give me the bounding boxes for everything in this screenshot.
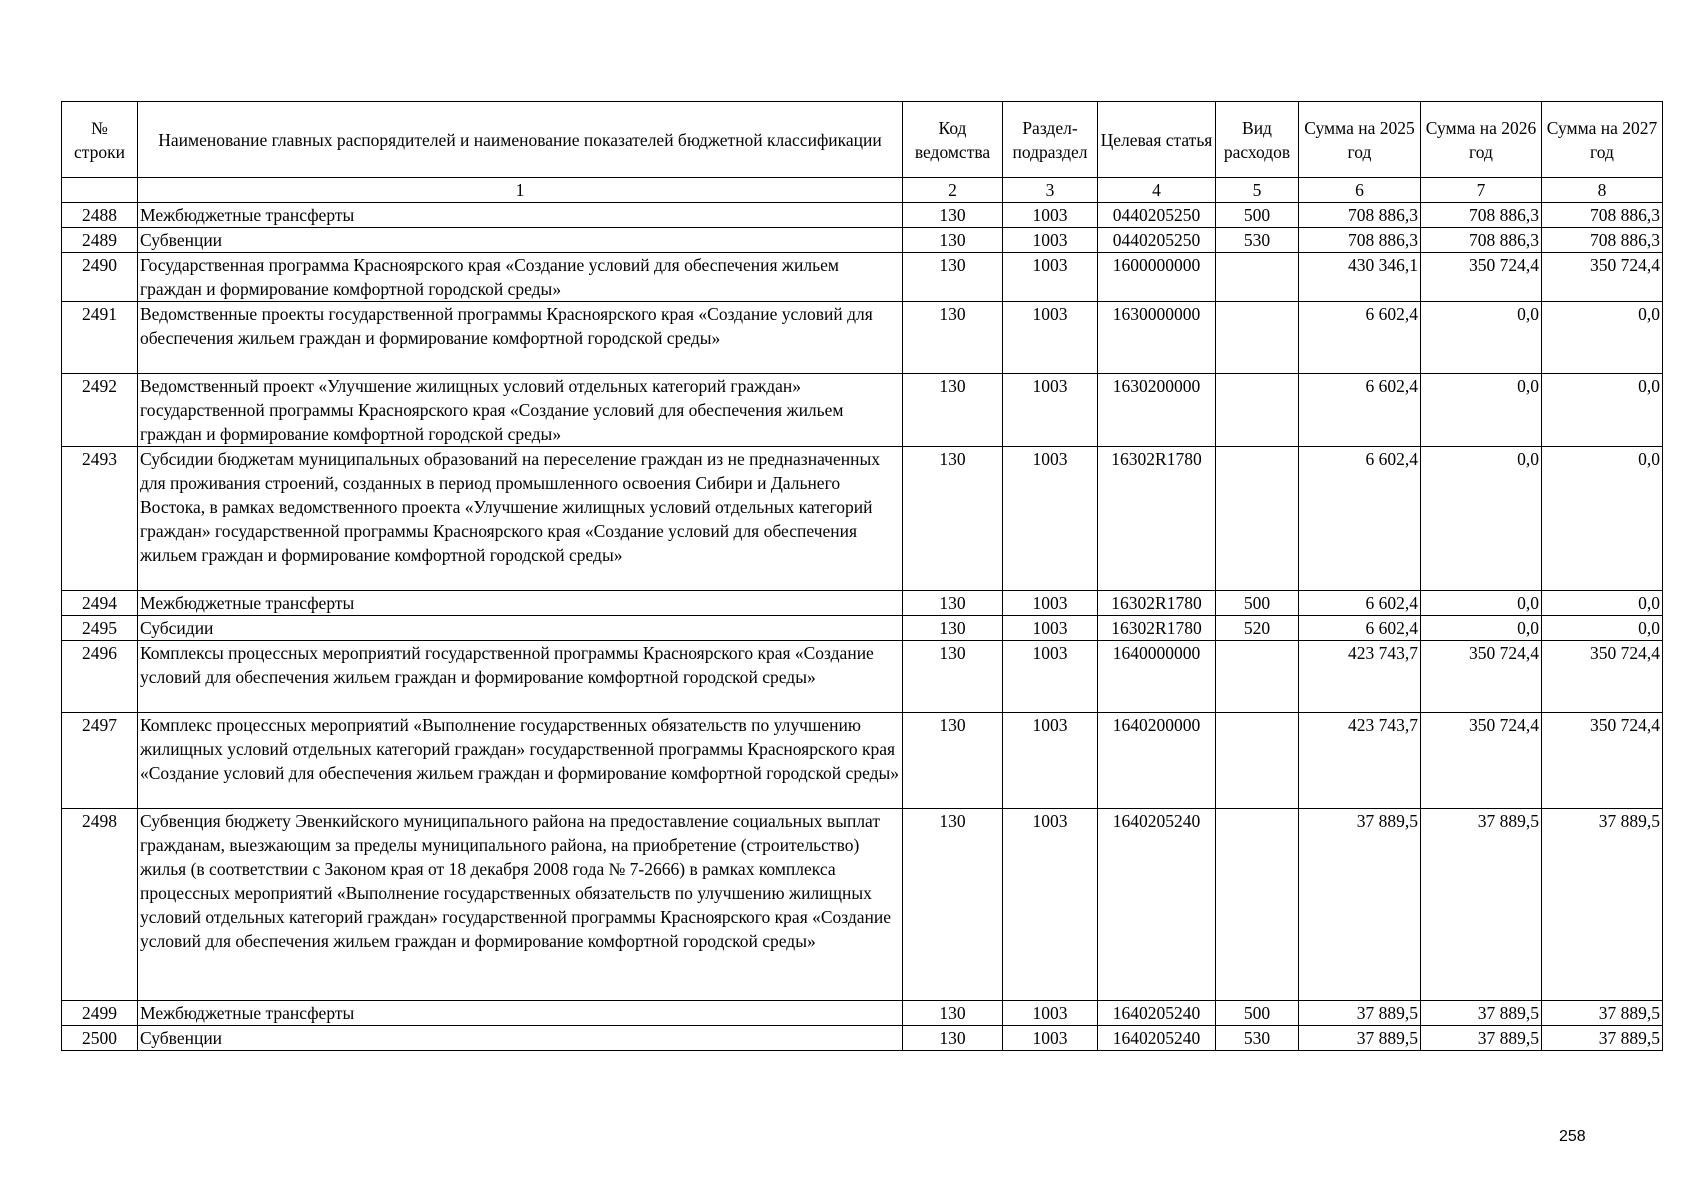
cell-expense-type bbox=[1216, 447, 1299, 591]
table-row bbox=[62, 1001, 1663, 1026]
cell-expense-type bbox=[1216, 253, 1299, 302]
cell-row-no: 2493 bbox=[62, 447, 138, 591]
table-row bbox=[62, 713, 1663, 809]
cell-name: Субвенции bbox=[138, 1026, 903, 1051]
cell-sum-2025: 708 886,3 bbox=[1299, 203, 1421, 228]
cell-section: 1003 bbox=[1003, 302, 1098, 374]
header-row bbox=[62, 102, 1663, 178]
cell-sum-2025: 6 602,4 bbox=[1299, 616, 1421, 641]
cell-section: 1003 bbox=[1003, 591, 1098, 616]
cell-sum-2027: 0,0 bbox=[1542, 374, 1663, 447]
cell-target-item: 0440205250 bbox=[1098, 228, 1216, 253]
table-row bbox=[62, 374, 1663, 447]
cell-sum-2026: 708 886,3 bbox=[1421, 203, 1542, 228]
cell-sum-2026: 708 886,3 bbox=[1421, 228, 1542, 253]
header-sum-2027: Сумма на 2027 год bbox=[1542, 102, 1663, 178]
cell-target-item: 1630000000 bbox=[1098, 302, 1216, 374]
table-row bbox=[62, 253, 1663, 302]
cell-sum-2026: 350 724,4 bbox=[1421, 641, 1542, 713]
cell-sum-2027: 350 724,4 bbox=[1542, 641, 1663, 713]
header-sum-2026: Сумма на 2026 год bbox=[1421, 102, 1542, 178]
cell-section: 1003 bbox=[1003, 1001, 1098, 1026]
column-number: 8 bbox=[1542, 178, 1663, 203]
cell-name: Государственная программа Красноярского края «Создание условий для обеспечения жильем граждан и формирование комфортной городской среды» bbox=[138, 253, 903, 302]
column-number: 3 bbox=[1003, 178, 1098, 203]
cell-target-item: 1630200000 bbox=[1098, 374, 1216, 447]
cell-expense-type: 500 bbox=[1216, 591, 1299, 616]
header-expense-type: Вид расходов bbox=[1216, 102, 1299, 178]
cell-expense-type: 530 bbox=[1216, 1026, 1299, 1051]
cell-expense-type: 500 bbox=[1216, 203, 1299, 228]
column-number bbox=[62, 178, 138, 203]
cell-sum-2025: 423 743,7 bbox=[1299, 641, 1421, 713]
cell-name: Субвенция бюджету Эвенкийского муниципального района на предоставление социальных выплат гражданам, выезжающим за пределы муниципального района, на приобретение (строительство) жилья (в соответствии с Законом края от 18 декабря 2008 года № 7-2666) в рамках комплекса процессных мероприятий «Выполнение государственных обязательств по улучшению жилищных условий отдельных категорий граждан» государственной программы Красноярского края «Создание условий для обеспечения жильем граждан и формирование комфортной городской среды» bbox=[138, 809, 903, 1001]
cell-dept-code: 130 bbox=[903, 302, 1003, 374]
cell-sum-2027: 0,0 bbox=[1542, 447, 1663, 591]
cell-sum-2025: 6 602,4 bbox=[1299, 374, 1421, 447]
column-number-row bbox=[62, 178, 1663, 203]
cell-row-no: 2488 bbox=[62, 203, 138, 228]
table-header bbox=[62, 102, 1663, 203]
table-row bbox=[62, 447, 1663, 591]
cell-name: Субсидии бюджетам муниципальных образований на переселение граждан из не предназначенных для проживания строений, созданных в период промышленного освоения Сибири и Дальнего Востока, в рамках ведомственного проекта «Улучшение жилищных условий отдельных категорий граждан» государственной программы Красноярского края «Создание условий для обеспечения жильем граждан и формирование комфортной городской среды» bbox=[138, 447, 903, 591]
cell-expense-type bbox=[1216, 641, 1299, 713]
cell-name: Субсидии bbox=[138, 616, 903, 641]
cell-dept-code: 130 bbox=[903, 374, 1003, 447]
page-number: 258 bbox=[1559, 1128, 1586, 1145]
cell-section: 1003 bbox=[1003, 203, 1098, 228]
cell-expense-type: 500 bbox=[1216, 1001, 1299, 1026]
column-number: 5 bbox=[1216, 178, 1299, 203]
cell-row-no: 2494 bbox=[62, 591, 138, 616]
cell-section: 1003 bbox=[1003, 616, 1098, 641]
cell-sum-2027: 0,0 bbox=[1542, 591, 1663, 616]
cell-dept-code: 130 bbox=[903, 253, 1003, 302]
cell-name: Субвенции bbox=[138, 228, 903, 253]
cell-section: 1003 bbox=[1003, 809, 1098, 1001]
column-number: 6 bbox=[1299, 178, 1421, 203]
cell-sum-2026: 0,0 bbox=[1421, 447, 1542, 591]
cell-sum-2025: 6 602,4 bbox=[1299, 302, 1421, 374]
cell-name: Межбюджетные трансферты bbox=[138, 591, 903, 616]
cell-sum-2026: 37 889,5 bbox=[1421, 1026, 1542, 1051]
cell-dept-code: 130 bbox=[903, 713, 1003, 809]
cell-expense-type bbox=[1216, 809, 1299, 1001]
cell-dept-code: 130 bbox=[903, 616, 1003, 641]
cell-sum-2026: 350 724,4 bbox=[1421, 713, 1542, 809]
cell-dept-code: 130 bbox=[903, 591, 1003, 616]
cell-dept-code: 130 bbox=[903, 447, 1003, 591]
table-body bbox=[62, 203, 1663, 1051]
cell-sum-2025: 37 889,5 bbox=[1299, 1026, 1421, 1051]
table-row bbox=[62, 228, 1663, 253]
cell-target-item: 16302R1780 bbox=[1098, 591, 1216, 616]
cell-sum-2026: 350 724,4 bbox=[1421, 253, 1542, 302]
cell-name: Ведомственный проект «Улучшение жилищных условий отдельных категорий граждан» государственной программы Красноярского края «Создание условий для обеспечения жильем граждан и формирование комфортной городской среды» bbox=[138, 374, 903, 447]
cell-sum-2025: 6 602,4 bbox=[1299, 447, 1421, 591]
cell-row-no: 2500 bbox=[62, 1026, 138, 1051]
cell-section: 1003 bbox=[1003, 641, 1098, 713]
cell-target-item: 1640205240 bbox=[1098, 1001, 1216, 1026]
cell-sum-2026: 0,0 bbox=[1421, 591, 1542, 616]
table-row bbox=[62, 809, 1663, 1001]
cell-sum-2027: 350 724,4 bbox=[1542, 253, 1663, 302]
cell-target-item: 1600000000 bbox=[1098, 253, 1216, 302]
cell-dept-code: 130 bbox=[903, 1026, 1003, 1051]
cell-sum-2026: 37 889,5 bbox=[1421, 809, 1542, 1001]
cell-sum-2027: 0,0 bbox=[1542, 302, 1663, 374]
table-row bbox=[62, 302, 1663, 374]
cell-sum-2025: 37 889,5 bbox=[1299, 1001, 1421, 1026]
cell-sum-2026: 0,0 bbox=[1421, 302, 1542, 374]
column-number: 4 bbox=[1098, 178, 1216, 203]
cell-target-item: 1640000000 bbox=[1098, 641, 1216, 713]
table-row bbox=[62, 641, 1663, 713]
cell-target-item: 1640200000 bbox=[1098, 713, 1216, 809]
header-target-item: Целевая статья bbox=[1098, 102, 1216, 178]
cell-expense-type bbox=[1216, 302, 1299, 374]
cell-row-no: 2495 bbox=[62, 616, 138, 641]
cell-sum-2027: 0,0 bbox=[1542, 616, 1663, 641]
cell-section: 1003 bbox=[1003, 374, 1098, 447]
cell-section: 1003 bbox=[1003, 1026, 1098, 1051]
cell-name: Межбюджетные трансферты bbox=[138, 203, 903, 228]
cell-row-no: 2491 bbox=[62, 302, 138, 374]
cell-dept-code: 130 bbox=[903, 228, 1003, 253]
header-sum-2025: Сумма на 2025 год bbox=[1299, 102, 1421, 178]
cell-row-no: 2489 bbox=[62, 228, 138, 253]
cell-sum-2025: 37 889,5 bbox=[1299, 809, 1421, 1001]
cell-dept-code: 130 bbox=[903, 641, 1003, 713]
cell-expense-type: 520 bbox=[1216, 616, 1299, 641]
cell-row-no: 2496 bbox=[62, 641, 138, 713]
cell-sum-2026: 37 889,5 bbox=[1421, 1001, 1542, 1026]
cell-sum-2026: 0,0 bbox=[1421, 616, 1542, 641]
cell-expense-type: 530 bbox=[1216, 228, 1299, 253]
cell-expense-type bbox=[1216, 713, 1299, 809]
cell-name: Ведомственные проекты государственной программы Красноярского края «Создание условий для обеспечения жильем граждан и формирование комфортной городской среды» bbox=[138, 302, 903, 374]
table-row bbox=[62, 1026, 1663, 1051]
table-row bbox=[62, 591, 1663, 616]
cell-target-item: 0440205250 bbox=[1098, 203, 1216, 228]
cell-sum-2025: 430 346,1 bbox=[1299, 253, 1421, 302]
cell-row-no: 2497 bbox=[62, 713, 138, 809]
cell-section: 1003 bbox=[1003, 228, 1098, 253]
column-number: 1 bbox=[138, 178, 903, 203]
cell-target-item: 16302R1780 bbox=[1098, 616, 1216, 641]
cell-sum-2026: 0,0 bbox=[1421, 374, 1542, 447]
header-row-no: № строки bbox=[62, 102, 138, 178]
cell-target-item: 1640205240 bbox=[1098, 809, 1216, 1001]
cell-row-no: 2498 bbox=[62, 809, 138, 1001]
cell-sum-2025: 6 602,4 bbox=[1299, 591, 1421, 616]
cell-section: 1003 bbox=[1003, 447, 1098, 591]
cell-section: 1003 bbox=[1003, 713, 1098, 809]
cell-dept-code: 130 bbox=[903, 203, 1003, 228]
column-number: 2 bbox=[903, 178, 1003, 203]
cell-row-no: 2492 bbox=[62, 374, 138, 447]
header-section: Раздел-подраздел bbox=[1003, 102, 1098, 178]
header-name: Наименование главных распорядителей и наименование показателей бюджетной классификации bbox=[138, 102, 903, 178]
cell-sum-2027: 37 889,5 bbox=[1542, 1001, 1663, 1026]
cell-section: 1003 bbox=[1003, 253, 1098, 302]
cell-sum-2027: 708 886,3 bbox=[1542, 228, 1663, 253]
cell-sum-2027: 350 724,4 bbox=[1542, 713, 1663, 809]
cell-row-no: 2490 bbox=[62, 253, 138, 302]
table-row bbox=[62, 203, 1663, 228]
cell-dept-code: 130 bbox=[903, 809, 1003, 1001]
cell-row-no: 2499 bbox=[62, 1001, 138, 1026]
cell-target-item: 16302R1780 bbox=[1098, 447, 1216, 591]
budget-table bbox=[61, 101, 1663, 1051]
table-row bbox=[62, 616, 1663, 641]
cell-expense-type bbox=[1216, 374, 1299, 447]
cell-sum-2025: 423 743,7 bbox=[1299, 713, 1421, 809]
column-number: 7 bbox=[1421, 178, 1542, 203]
cell-sum-2027: 708 886,3 bbox=[1542, 203, 1663, 228]
header-dept-code: Код ведомства bbox=[903, 102, 1003, 178]
cell-target-item: 1640205240 bbox=[1098, 1026, 1216, 1051]
cell-name: Комплекс процессных мероприятий «Выполнение государственных обязательств по улучшению жилищных условий отдельных категорий граждан» государственной программы Красноярского края «Создание условий для обеспечения жильем граждан и формирование комфортной городской среды» bbox=[138, 713, 903, 809]
cell-name: Межбюджетные трансферты bbox=[138, 1001, 903, 1026]
cell-sum-2027: 37 889,5 bbox=[1542, 809, 1663, 1001]
cell-sum-2027: 37 889,5 bbox=[1542, 1026, 1663, 1051]
cell-dept-code: 130 bbox=[903, 1001, 1003, 1026]
cell-name: Комплексы процессных мероприятий государственной программы Красноярского края «Создание условий для обеспечения жильем граждан и формирование комфортной городской среды» bbox=[138, 641, 903, 713]
cell-sum-2025: 708 886,3 bbox=[1299, 228, 1421, 253]
